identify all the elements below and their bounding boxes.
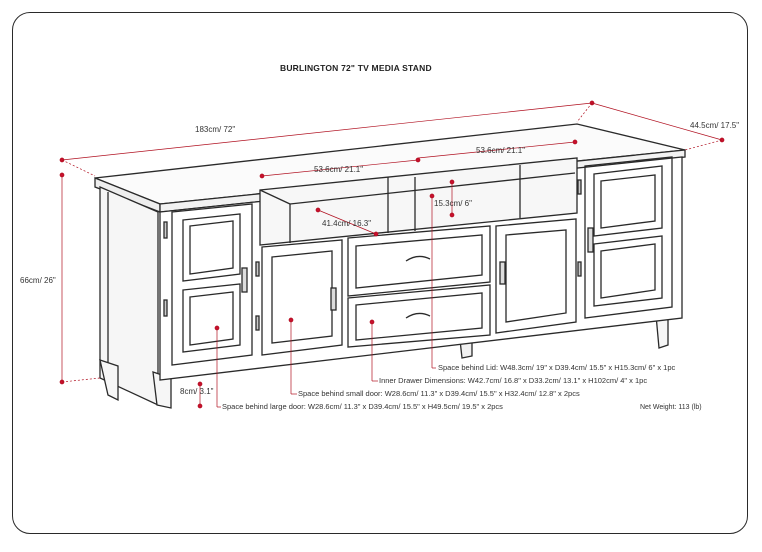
depth-label: 44.5cm/ 17.5" xyxy=(690,121,740,130)
drawer-spec: Inner Drawer Dimensions: W42.7cm/ 16.8" x D33.2cm/ 13.1" x H102cm/ 4" x 1pc xyxy=(379,376,648,385)
lid-space-spec: Space behind Lid: W48.3cm/ 19" x D39.4cm/ 15.5" x H15.3cm/ 6" x 1pc xyxy=(438,363,676,372)
net-weight: Net Weight: 113 (lb) xyxy=(640,404,702,411)
small-door-spec: Space behind small door: W28.6cm/ 11.3" x D39.4cm/ 15.5" x H32.4cm/ 12.8" x 2pcs xyxy=(298,389,580,398)
height-label: 66cm/ 26" xyxy=(20,276,56,285)
width-label: 183cm/ 72" xyxy=(195,125,236,134)
large-door-spec: Space behind large door: W28.6cm/ 11.3" x D39.4cm/ 15.5" x H49.5cm/ 19.5" x 2pcs xyxy=(222,402,503,411)
leg-height-label: 8cm/ 3.1" xyxy=(180,387,214,396)
shelf-height-label: 15.3cm/ 6" xyxy=(434,199,472,208)
shelf-depth-label: 41.4cm/ 16.3" xyxy=(322,219,372,228)
shelf-right-width-label: 53.6cm/ 21.1" xyxy=(476,146,526,155)
shelf-left-width-label: 53.6cm/ 21.1" xyxy=(314,165,364,174)
diagram-title: BURLINGTON 72" TV MEDIA STAND xyxy=(280,63,432,73)
